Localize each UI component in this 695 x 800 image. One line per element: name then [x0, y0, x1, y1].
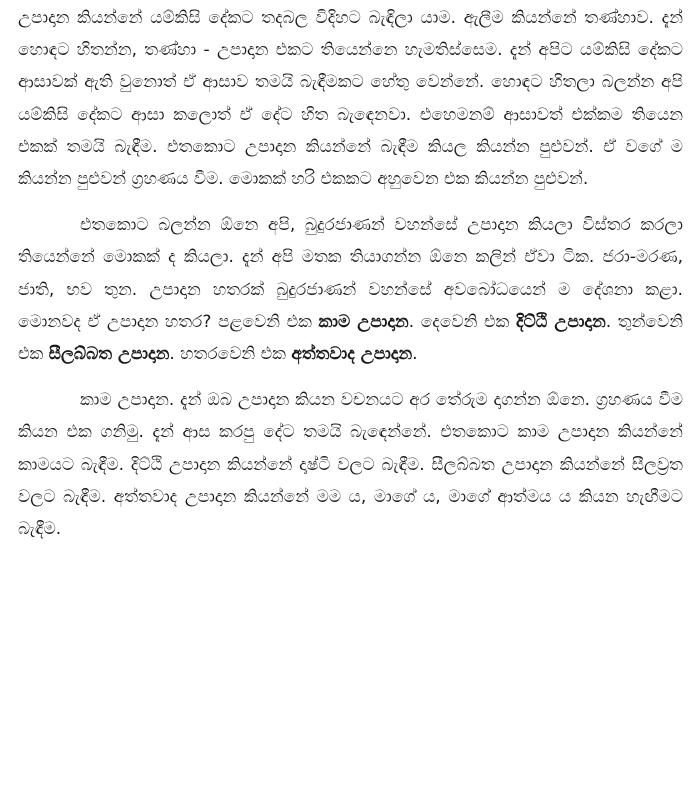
- term-kama-upadana: කාම උපාදාන: [318, 311, 409, 332]
- term-ditthi-upadana: දිට්ඨි උපාදාන: [515, 311, 606, 332]
- paragraph-1: [18, 2, 683, 195]
- paragraph-2-text-5: .: [412, 344, 418, 365]
- paragraph-3: [18, 384, 683, 545]
- paragraph-2-text-2: . දෙවෙනි එක: [408, 311, 516, 332]
- term-attavada-upadana: අත්තවාද උපාදාන: [291, 344, 413, 365]
- term-silabbata-upadana: සීලබ්බත උපාදාන: [48, 344, 170, 365]
- paragraph-1-text: උපාදාන කියන්නේ යම්කිසි දේකට තදබල විදිහට බැඳිලා යාම. ඇලීම කියන්නේ තණ්හාව. දැන් හොඳට හිතන්න, තණ්හා - උපාදාන එකට තියෙන්නෙ හැමතිස්සෙම. දැන් අපිට යම්කිසි දේකට ආසාවක් ඇති වුනොත් ඒ ආසාව තමයි බැඳීමකට හේතු වෙන්නේ. හොඳට හිතලා බලන්න අපි යම්කිසි දේකට ආසා කලොත් ඒ දේට හිත බැඳෙනවා. එහෙමනම් ආසාවත් එක්කම තියෙන එකක් තමයි බැඳීම. එතකොට උපාදාන කියන්නේ බැඳීම කියල කියන්න පුළුවන්. ඒ වගේ ම කියන්න පුළුවන් ග්‍රහණය වීම. මොකක් හරි එකකට අහුවෙන එක කියන්න පුළුවන්.: [18, 8, 683, 190]
- paragraph-2: [18, 209, 683, 370]
- paragraph-2-text-3: . තුන්වෙනි එක: [18, 311, 684, 365]
- paragraph-3-text: කාම උපාදාන. දැන් ඔබ උපාදාන කියන වචනයට අර තේරුම දාගන්න ඕනෙ. ග්‍රහණය වීම කියන එක ගනිමු. දැන් ආස කරපු දේට තමයි බැඳෙන්නේ. එතකොට කාම උපාදාන කියන්නේ කාමයට බැඳීම. දිට්ඨි උපාදාන කියන්නේ දෘෂ්ටි වලට බැඳීම. සීලබ්බත උපාදාන කියන්නේ සීලව්‍රත වලට බැඳීම. අත්තවාද උපාදාන කියන්නේ මම ය, මාගේ ය, මාගේ ආත්මය ය කියන හැඟීමට බැඳීම.: [18, 390, 683, 540]
- paragraph-2-text-4: . හතරවෙනි එක: [169, 344, 292, 365]
- paragraph-2-text-1: එතකොට බලන්න ඕනෙ අපි, බුදුරජාණන් වහන්සේ උපාදාන කියලා විස්තර කරලා තියෙන්නේ මොකක් ද කියලා. දැන් අපි මතක තියාගන්න ඕනෙ කලින් ඒවා ටික. ජරා-මරණ, ජාති, භව තුන. උපාදාන හතරක් බුදුරජාණන් වහන්සේ අවබෝධයෙන් ම දේශනා කළා. මොනවද ඒ උපාදාන හතර? පළවෙනි එක: [18, 215, 683, 332]
